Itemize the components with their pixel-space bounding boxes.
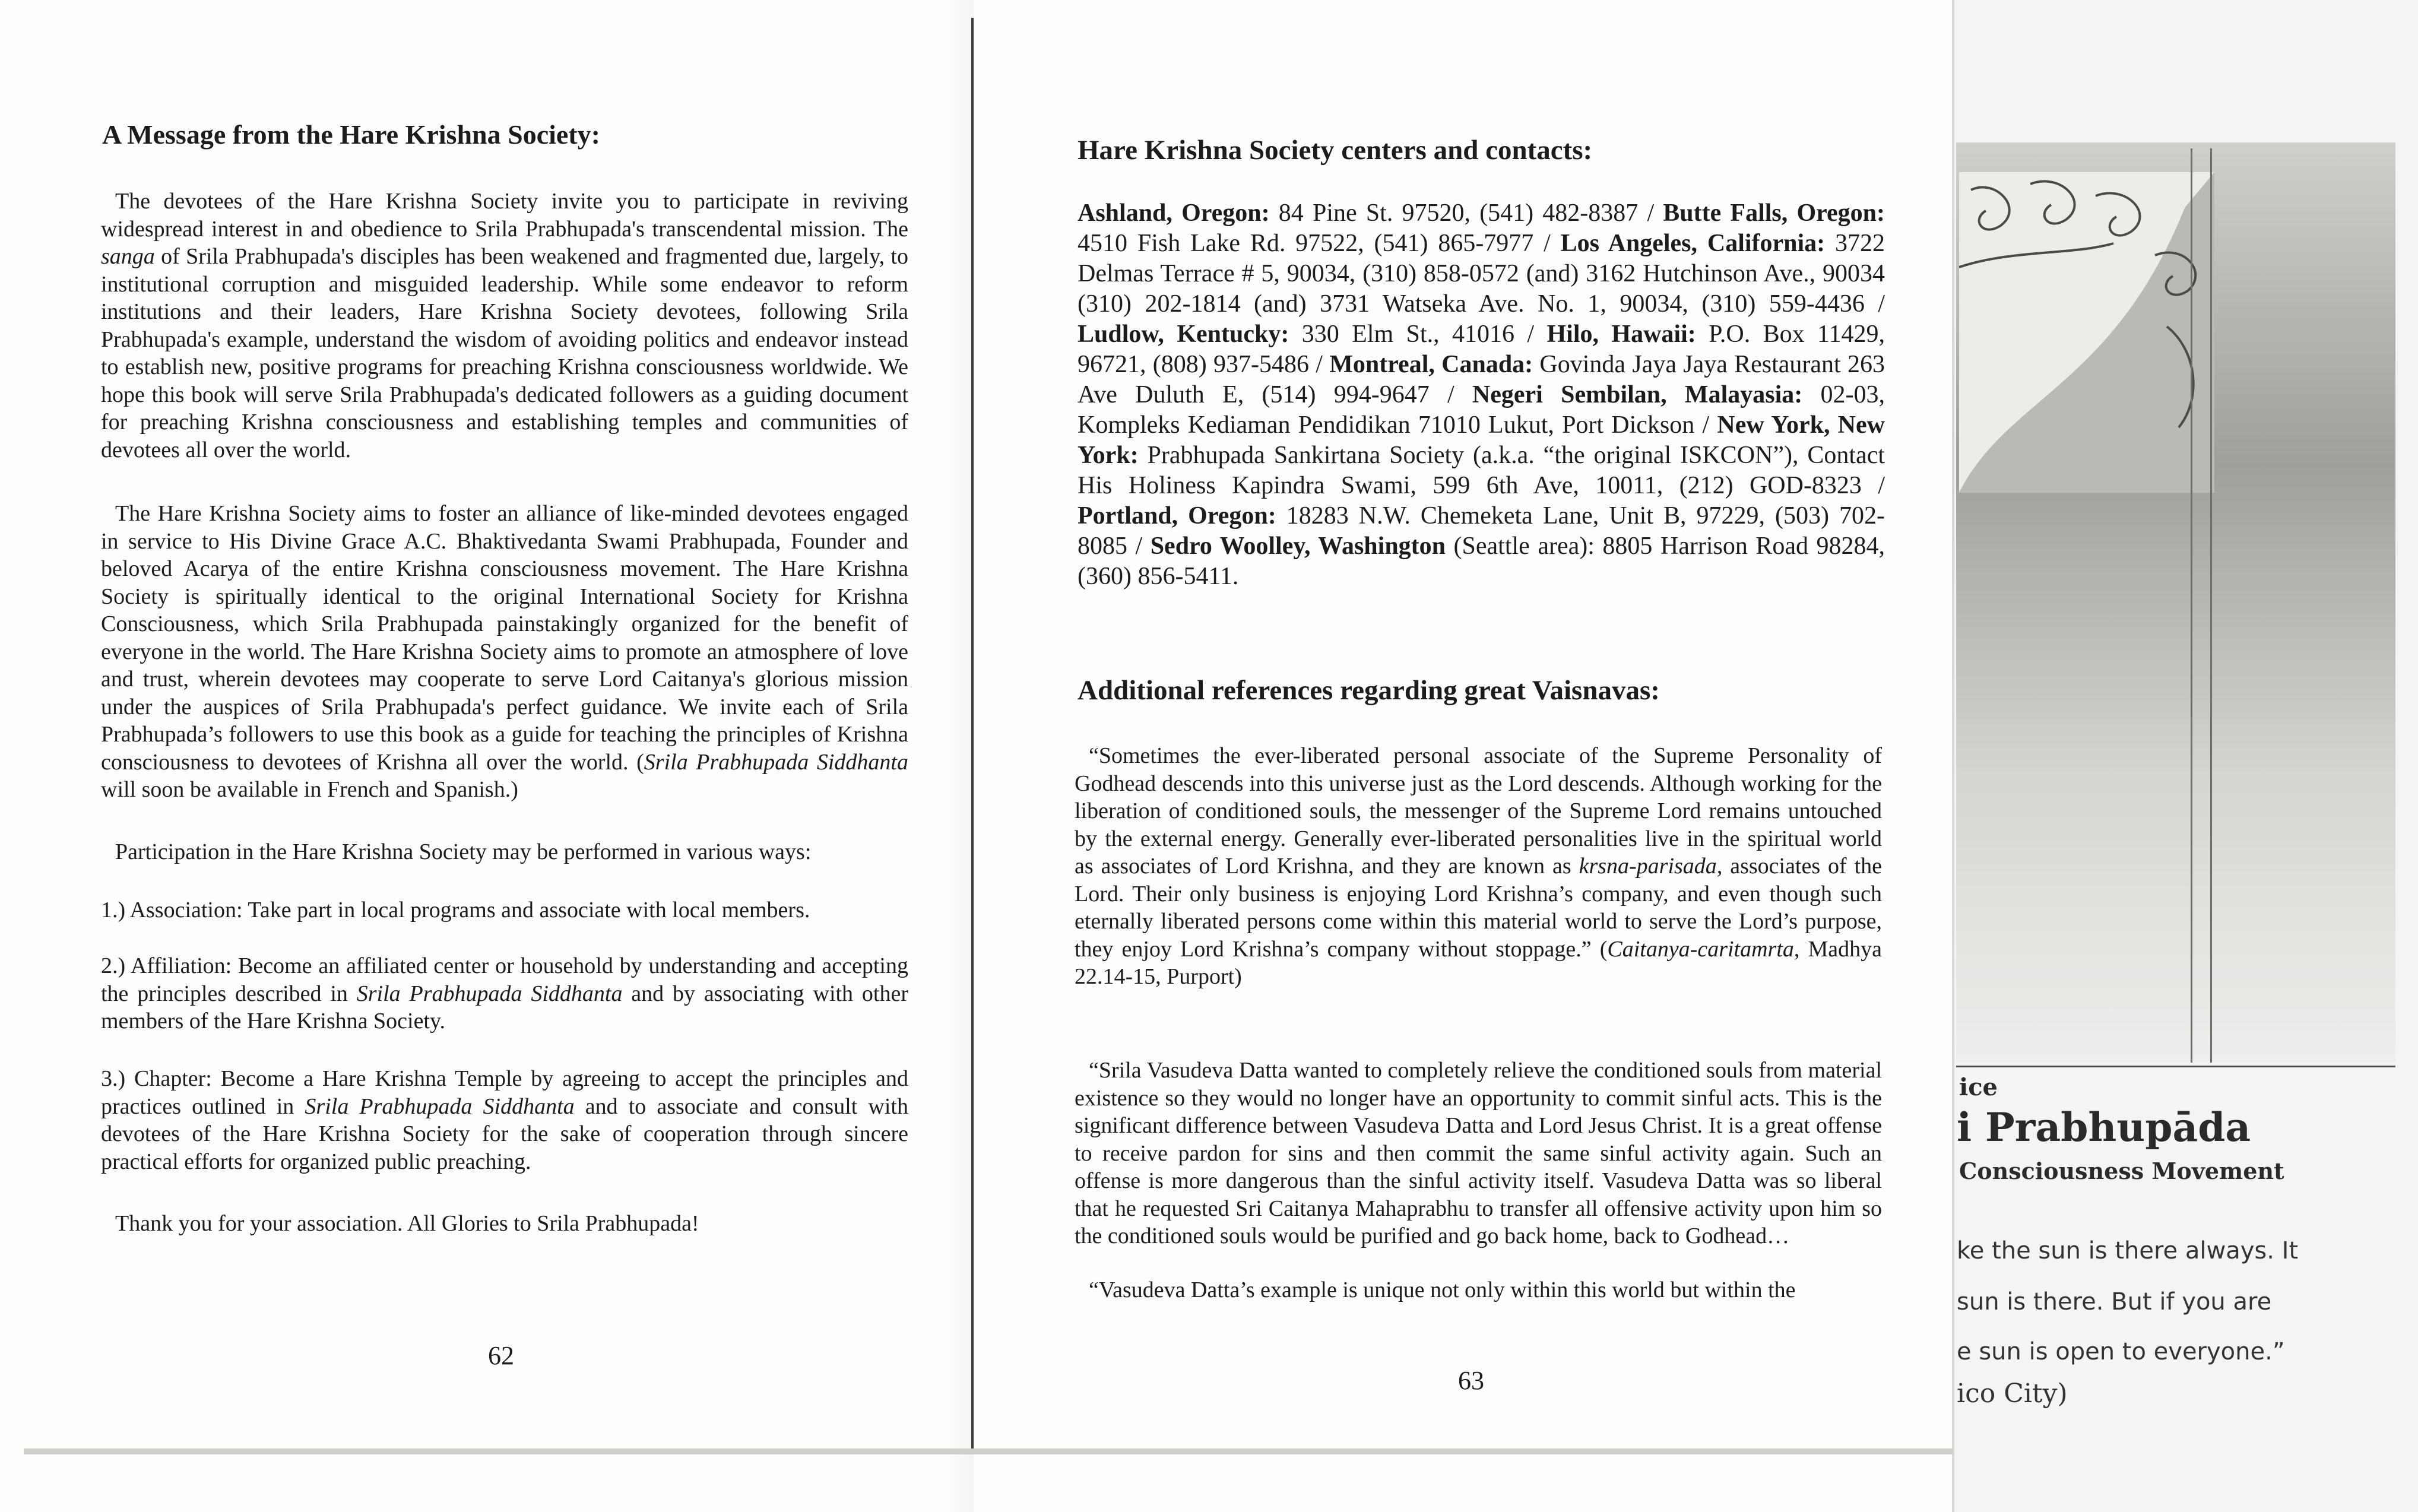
photo-border [1956,1066,2395,1067]
pillar-ornament [2191,148,2212,1063]
book-gutter [971,18,974,1454]
contact-detail: 3722 Delmas Terrace # 5, 90034, (310) 858-0572 (and) 3162 Hutchinson Ave., 90034 (310) 202-1814 (and) 3731 Watseka Ave. No. 1, 90034, (310) 559-4436 / [1078,230,1885,318]
cover-title: i Prabhupāda [1957,1104,2251,1150]
contact-detail: (Seattle area): 8805 Harrison Road 98284, (360) 856-5411. [1078,532,1885,590]
cover-quote-line-1: ke the sun is there always. It [1957,1237,2299,1264]
contact-place: Ashland, Oregon: [1078,199,1270,227]
contact-place: New York, New York: [1078,411,1885,469]
contact-detail: 4510 Fish Lake Rd. 97522, (541) 865-7977 / [1078,230,1561,257]
references-heading: Additional references regarding great Vaisnavas: [1078,675,1660,706]
cover-edge [1952,0,1954,1512]
gutter-shadow [950,0,974,1512]
left-heading: A Message from the Hare Krishna Society: [102,119,600,150]
contact-detail: Prabhupada Sankirtana Society (a.k.a. “the original ISKCON”), Contact His Holiness Kapindra Swami, 599 6th Ave, 10011, (212) GOD-8323 / [1078,442,1885,499]
contact-place: Butte Falls, Oregon: [1663,199,1885,227]
quote-krsna-parisada: “Sometimes the ever-liberated personal associate of the Supreme Personality of Godhead descends into this universe just as the Lord descends. Although working for the liberation of conditioned souls, the messenger of the Supreme Lord remains untouched by the external energy. Generally ever-liberated personalities live in the spiritual world as associates of Lord Krishna, and they are known as krsna-parisada, associates of the Lord. Their only business is enjoying Lord Krishna’s company, and even though such eternally liberated persons come within this material world to serve the Lord’s purpose, they enjoy Lord Krishna’s company without stoppage.” (Caitanya-caritamrta, Madhya 22.14-15, Purport) [1075,743,1882,989]
cover-quote-line-4: ico City) [1957,1378,2068,1409]
cover-line-ice: ice [1959,1073,1998,1101]
centers-heading: Hare Krishna Society centers and contacts: [1078,135,1593,166]
intro-paragraph: The devotees of the Hare Krishna Society invite you to participate in reviving widespread interest in and obedience to Srila Prabhupada's transcendental mission. The sanga of Srila Prabhupada's disciples has been weakened and fragmented due, largely, to institutional corruption and misguided leadership. While some endeavor to reform institutions and their leaders, Hare Krishna Society devotees, following Srila Prabhupada's example, understand the wisdom of avoiding politics and endeavor instead to establish new, positive programs for preaching Krishna consciousness worldwide. We hope this book will serve Srila Prabhupada's dedicated followers as a guiding document for preaching Krishna consciousness and establishing temples and communities of devotees all over the world. [101,189,908,462]
contact-place: Ludlow, Kentucky: [1078,321,1289,348]
closing-line: Thank you for your association. All Glories to Srila Prabhupada! [115,1211,699,1236]
contact-place: Sedro Woolley, Washington [1150,532,1446,560]
contact-place: Hilo, Hawaii: [1546,321,1696,348]
contact-place: Montreal, Canada: [1329,351,1533,378]
alliance-paragraph: The Hare Krishna Society aims to foster an alliance of like-minded devotees engaged in service to His Divine Grace A.C. Bhaktivedanta Swami Prabhupada, Founder and beloved Acarya of the entire Krishna consciousness movement. The Hare Krishna Society is spiritually identical to the original International Society for Krishna Consciousness, which Srila Prabhupada painstakingly organized for the benefit of everyone in the world. The Hare Krishna Society aims to promote an atmosphere of love and trust, wherein devotees may cooperate to serve Lord Caitanya's glorious mission under the auspices of Srila Prabhupada's perfect guidance. We invite each of Srila Prabhupada’s followers to use this book as a guide for teaching the principles of Krishna consciousness to devotees of Krishna all over the world. (Srila Prabhupada Siddhanta will soon be available in French and Spanish.) [101,501,908,802]
contact-place: Portland, Oregon: [1078,502,1276,530]
ornamental-arch-icon [1959,172,2214,493]
association-item: 1.) Association: Take part in local programs and associate with local members. [101,898,810,923]
contact-detail: P.O. Box 11429, 96721, (808) 937-5486 / [1078,321,1885,378]
contact-detail: 18283 N.W. Chemeketa Lane, Unit B, 97229, (503) 702-8085 / [1078,502,1885,560]
participation-paragraph: Participation in the Hare Krishna Society may be performed in various ways: [115,839,812,864]
contact-detail: Govinda Jaya Jaya Restaurant 263 Ave Duluth E, (514) 994-9647 / [1078,351,1885,408]
cover-quote-line-2: sun is there. But if you are [1957,1288,2272,1316]
contact-detail: 02-03, Kompleks Kediaman Pendidikan 71010 Lukut, Port Dickson / [1078,381,1885,439]
cover-quote-line-3: e sun is open to everyone.” [1957,1338,2285,1365]
affiliation-item: 2.) Affiliation: Become an affiliated center or household by understanding and accepting the principles described in Srila Prabhupada Siddhanta and by associating with other members of the Hare Krishna Society. [101,953,908,1034]
contact-detail: 330 Elm St., 41016 / [1289,321,1547,348]
scan-edge [24,1448,1953,1454]
quote-vasudeva-example: “Vasudeva Datta’s example is unique not only within this world but within the [1089,1278,1796,1302]
page-number-62: 62 [488,1341,514,1370]
contact-place: Los Angeles, California: [1560,230,1826,257]
quote-vasudeva-datta: “Srila Vasudeva Datta wanted to completely relieve the conditioned souls from material existence so they would no longer have an opportunity to commit sinful acts. This is the significant difference between Vasudeva Datta and Lord Jesus Christ. It is a great offense to receive pardon for sins and then commit the same sinful activity again. Such an offense is more dangerous than the sinful activity itself. Vasudeva Datta was so liberal that he requested Sri Caitanya Mahaprabhu to transfer all offensive activity upon him so the conditioned souls would be purified and go back home, back to Godhead… [1075,1058,1882,1248]
contacts-list [1078,198,1885,592]
chapter-item: 3.) Chapter: Become a Hare Krishna Temple by agreeing to accept the principles and practices outlined in Srila Prabhupada Siddhanta and to associate and consult with devotees of the Hare Krishna Society for the sake of cooperation through sincere practical efforts for organized public preaching. [101,1066,908,1174]
page-number-63: 63 [1458,1366,1484,1395]
cover-subtitle: Consciousness Movement [1959,1158,2284,1184]
contact-detail: 84 Pine St. 97520, (541) 482-8387 / [1269,199,1663,227]
contact-place: Negeri Sembilan, Malayasia: [1472,381,1803,408]
